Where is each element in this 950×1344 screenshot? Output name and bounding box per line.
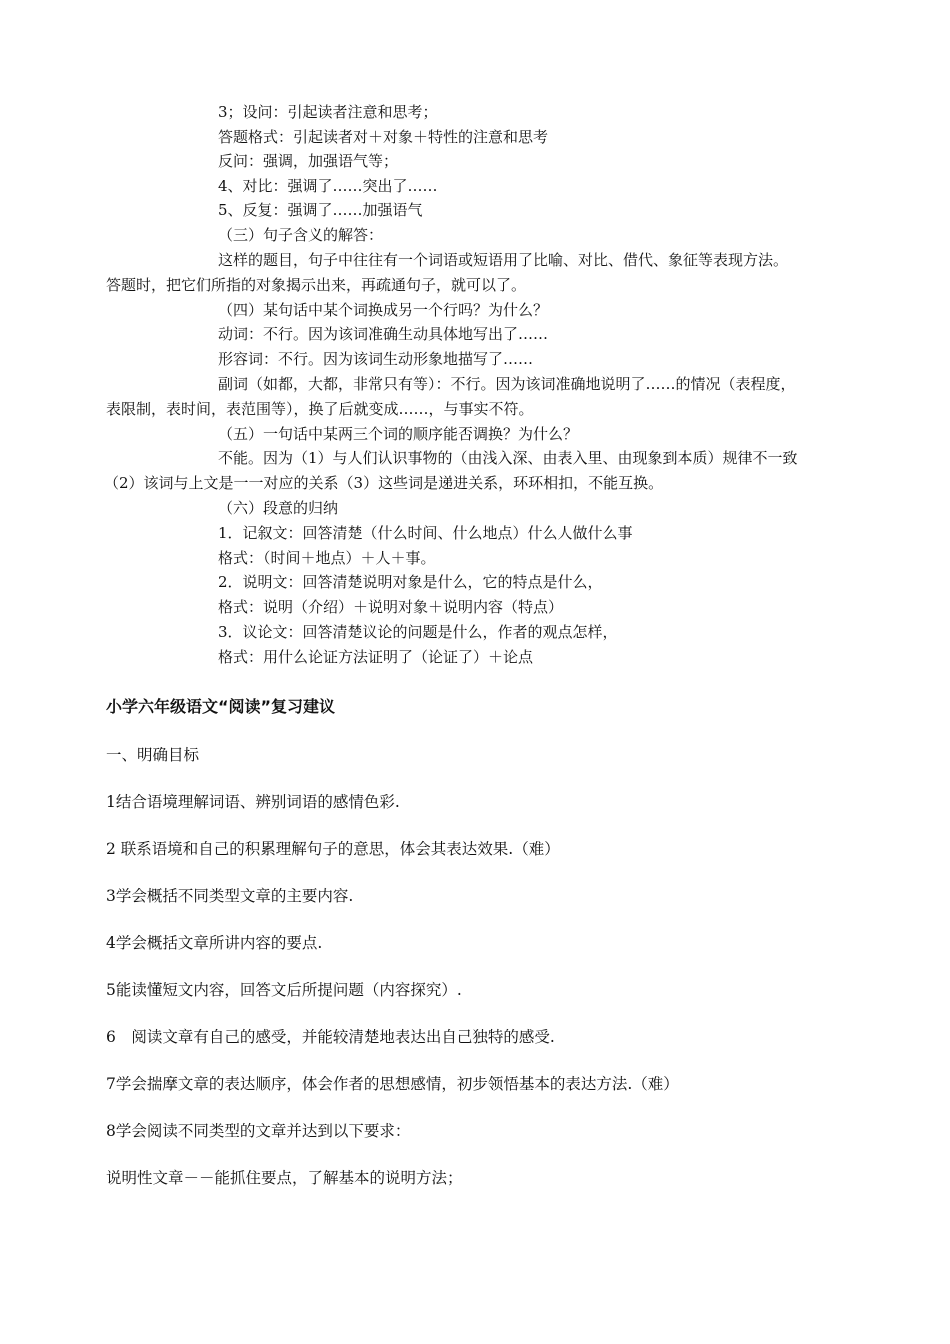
text-line: 格式：说明（介绍）＋说明对象＋说明内容（特点）: [218, 598, 564, 616]
list-item: 说明性文章－－能抓住要点，了解基本的说明方法；: [106, 1169, 463, 1187]
list-item: 6 阅读文章有自己的感受，并能较清楚地表达出自己独特的感受.: [106, 1028, 555, 1046]
list-item: 2 联系语境和自己的积累理解句子的意思，体会其表达效果.（难）: [106, 840, 560, 858]
text-line: 答题格式：引起读者对＋对象＋特性的注意和思考: [218, 128, 549, 146]
text-line: （六）段意的归纳: [218, 499, 339, 517]
text-line: 反问：强调，加强语气等；: [218, 152, 399, 170]
list-item: 5能读懂短文内容，回答文后所提问题（内容探究）.: [106, 981, 462, 999]
text-line: 表限制，表时间，表范围等），换了后就变成……，与事实不符。: [106, 400, 534, 418]
text-line: 4、对比：强调了……突出了……: [218, 177, 438, 195]
text-line: 动词：不行。因为该词准确生动具体地写出了……: [218, 325, 549, 343]
text-line: 1．记叙文：回答清楚（什么时间、什么地点）什么人做什么事: [218, 524, 633, 542]
text-line: 5、反复：强调了……加强语气: [218, 201, 423, 219]
text-line: 格式：（时间＋地点）＋人＋事。: [218, 549, 436, 567]
list-item: 7学会揣摩文章的表达顺序，体会作者的思想感情，初步领悟基本的表达方法.（难）: [106, 1075, 679, 1093]
section-heading: 一、明确目标: [106, 746, 200, 764]
list-item: 4学会概括文章所讲内容的要点.: [106, 934, 323, 952]
text-line: 不能。因为（1）与人们认识事物的（由浅入深、由表入里、由现象到本质）规律不一致: [218, 449, 798, 467]
text-line: 这样的题目，句子中往往有一个词语或短语用了比喻、对比、借代、象征等表现方法。: [218, 251, 789, 269]
text-line: 答题时，把它们所指的对象揭示出来，再疏通句子，就可以了。: [106, 276, 527, 294]
text-line: 3．议论文：回答清楚议论的问题是什么，作者的观点怎样，: [218, 623, 618, 641]
text-line: 副词（如都，大都，非常只有等）：不行。因为该词准确地说明了……的情况（表程度，: [218, 375, 796, 393]
text-line: 2．说明文：回答清楚说明对象是什么，它的特点是什么，: [218, 573, 603, 591]
text-line: 格式：用什么论证方法证明了（论证了）＋论点: [218, 648, 534, 666]
text-line: （五）一句话中某两三个词的顺序能否调换？为什么？: [218, 425, 579, 443]
list-item: 1结合语境理解词语、辨别词语的感情色彩.: [106, 793, 400, 811]
list-item: 3学会概括不同类型文章的主要内容.: [106, 887, 354, 905]
text-line: 3；设问：引起读者注意和思考；: [218, 103, 438, 121]
list-item: 8学会阅读不同类型的文章并达到以下要求：: [106, 1122, 411, 1140]
section-title: 小学六年级语文“阅读”复习建议: [106, 697, 336, 716]
text-line: （2）该词与上文是一一对应的关系（3）这些词是递进关系，环环相扣，不能互换。: [104, 474, 664, 492]
text-line: （四）某句话中某个词换成另一个行吗？为什么？: [218, 301, 549, 319]
text-line: 形容词：不行。因为该词生动形象地描写了……: [218, 350, 534, 368]
text-line: （三）句子含义的解答：: [218, 226, 384, 244]
